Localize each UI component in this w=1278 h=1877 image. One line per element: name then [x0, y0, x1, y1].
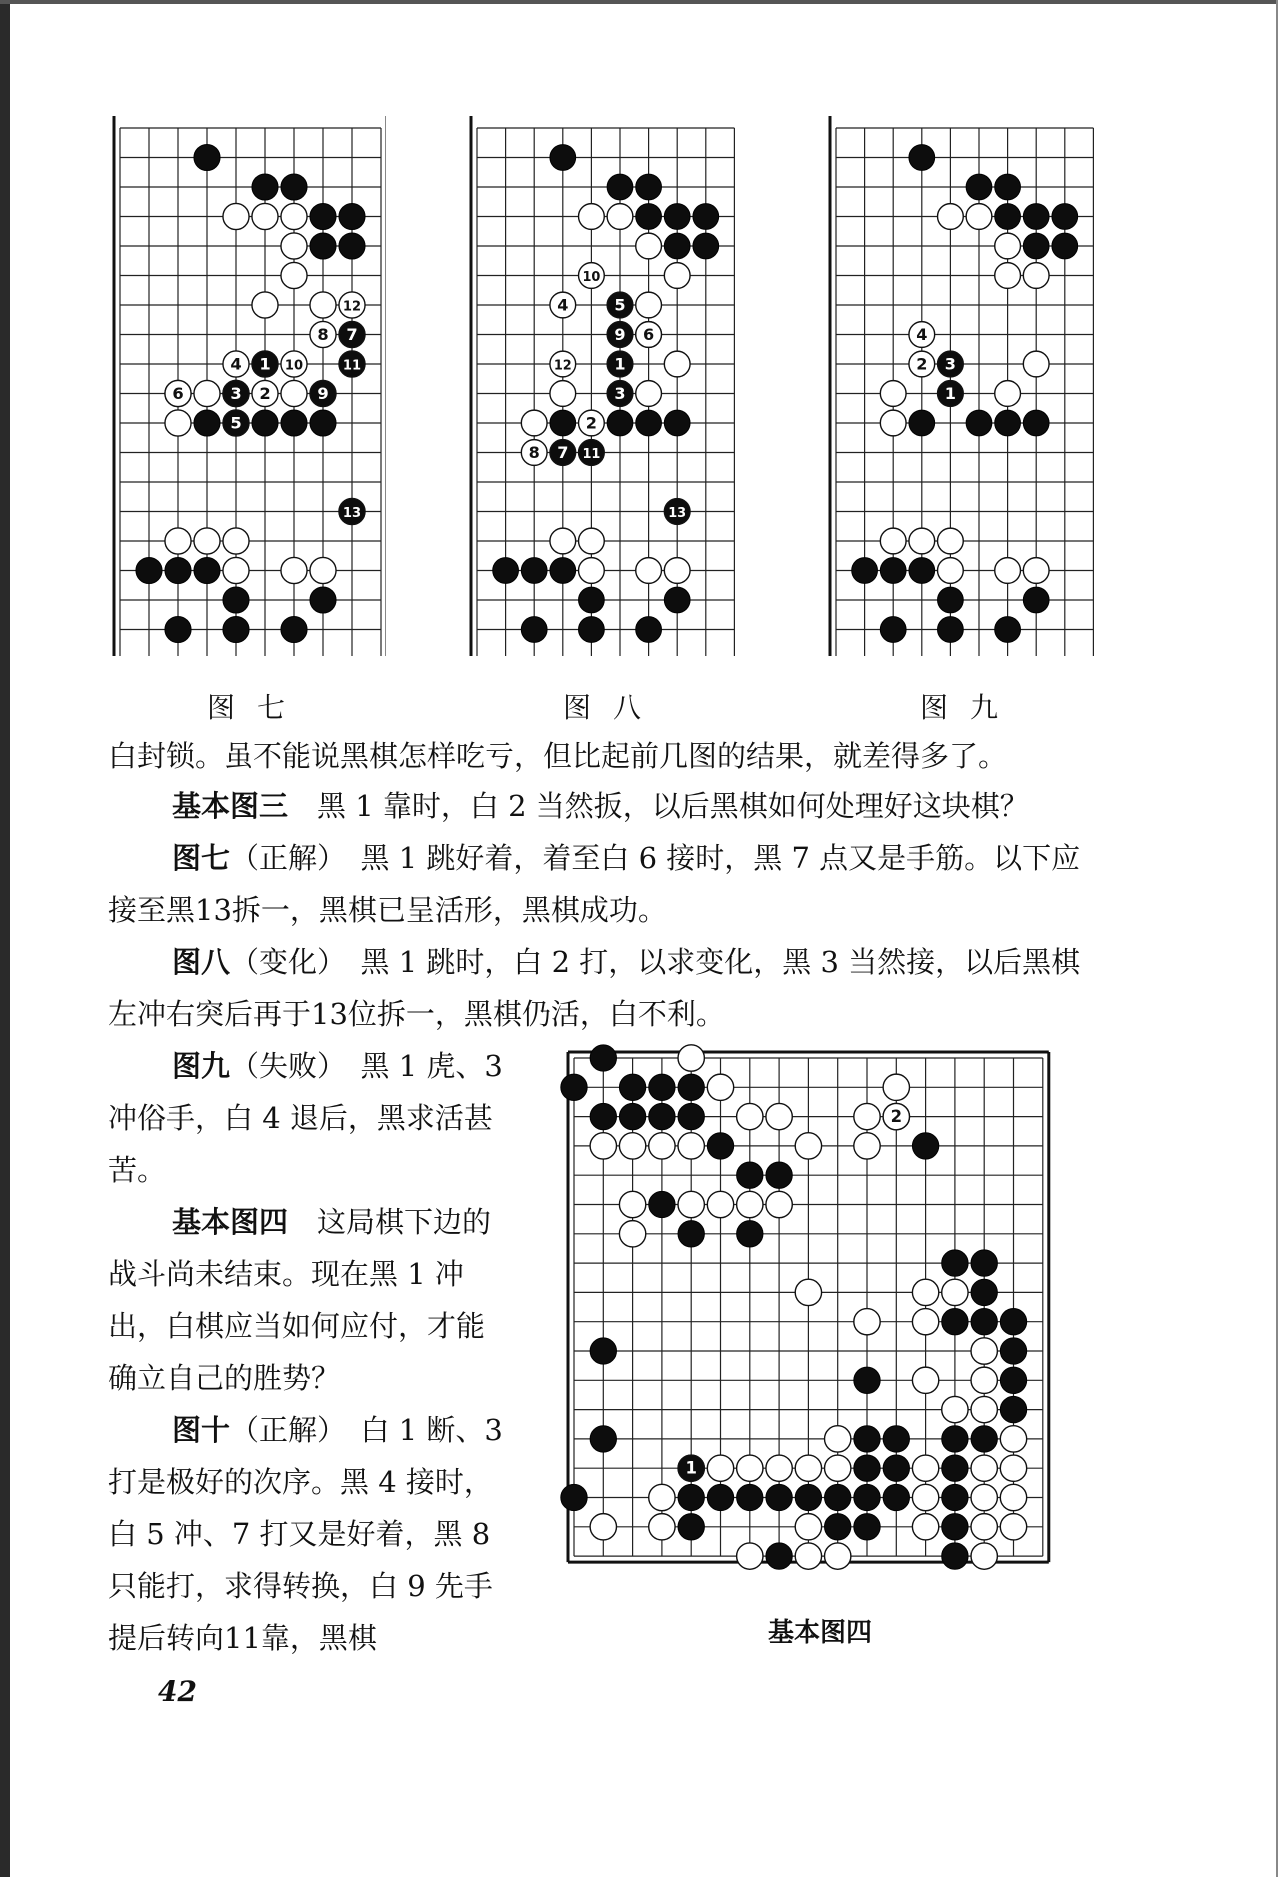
black-stone: [942, 1455, 968, 1481]
move-number-label: 8: [528, 442, 540, 462]
white-stone: [766, 1191, 792, 1217]
white-stone: [825, 1455, 851, 1481]
move-number-label: 13: [668, 505, 687, 521]
caption-fig7: 图七: [207, 691, 308, 724]
white-stone: [590, 1514, 616, 1540]
white-stone: [310, 557, 336, 583]
page-number: 42: [158, 1675, 197, 1708]
white-stone: [883, 1074, 909, 1100]
go-board-fig9-svg: [822, 116, 1096, 656]
white-stone: [281, 203, 307, 229]
move-number-label: 3: [944, 354, 956, 374]
black-stone: [737, 1484, 763, 1510]
black-stone: [590, 1426, 616, 1452]
black-stone: [310, 233, 336, 259]
white-stone: [825, 1426, 851, 1452]
black-stone: [693, 233, 719, 259]
white-stone: [1000, 1426, 1026, 1452]
white-stone: [194, 380, 220, 406]
go-diagram-fig9: [822, 116, 1096, 656]
white-stone: [795, 1455, 821, 1481]
move-number-label: 12: [342, 299, 362, 315]
white-stone: [707, 1191, 733, 1217]
go-board-fig7-svg: [106, 116, 386, 656]
paragraph-text: （失败） 黑 1 虎、3 冲俗手，白 4 退后，黑求活甚苦。: [108, 1049, 503, 1187]
paragraph-fig7: [108, 832, 1108, 936]
go-board-basic4-svg: [556, 1040, 1096, 1600]
black-stone: [678, 1074, 704, 1100]
paragraph-fig8: [108, 936, 1108, 1040]
black-stone: [678, 1103, 704, 1129]
white-stone: [912, 1367, 938, 1393]
move-number-label: 9: [317, 383, 329, 403]
black-stone: [636, 617, 662, 643]
black-stone: [136, 557, 162, 583]
move-number-label: 2: [890, 1107, 903, 1127]
white-stone: [854, 1103, 880, 1129]
black-stone: [678, 1484, 704, 1510]
move-number-label: 13: [342, 505, 362, 521]
black-stone: [165, 616, 191, 642]
black-stone: [693, 204, 719, 230]
white-stone: [579, 558, 605, 584]
paragraph-text: 白封锁。虽不能说黑棋怎样吃亏，但比起前几图的结果，就差得多了。: [108, 739, 1008, 773]
white-stone: [766, 1103, 792, 1129]
white-stone: [938, 558, 964, 584]
paragraph-lead: 基本图四: [172, 1205, 289, 1239]
black-stone: [737, 1162, 763, 1188]
white-stone: [678, 1045, 704, 1071]
move-number-label: 8: [317, 324, 329, 344]
white-stone: [1000, 1455, 1026, 1481]
move-number-label: 3: [230, 383, 242, 403]
move-number-label: 10: [582, 269, 601, 285]
white-stone: [795, 1543, 821, 1569]
black-stone: [590, 1103, 616, 1129]
black-stone: [1000, 1396, 1026, 1422]
move-number-label: 1: [944, 383, 956, 403]
black-stone: [493, 558, 519, 584]
white-stone: [737, 1103, 763, 1129]
black-stone: [664, 587, 690, 613]
white-stone: [795, 1279, 821, 1305]
white-stone: [880, 381, 906, 407]
black-stone: [664, 233, 690, 259]
white-stone: [995, 233, 1021, 259]
black-stone: [281, 410, 307, 436]
caption-basic4: 基本图四: [768, 1618, 873, 1648]
white-stone: [912, 1514, 938, 1540]
black-stone: [995, 204, 1021, 230]
paragraph-basic4: [108, 1196, 508, 1404]
move-number-label: 10: [284, 358, 304, 374]
white-stone: [995, 263, 1021, 289]
black-stone: [550, 410, 576, 436]
white-stone: [766, 1455, 792, 1481]
white-stone: [550, 381, 576, 407]
white-stone: [521, 410, 547, 436]
white-stone: [854, 1309, 880, 1335]
white-stone: [649, 1484, 675, 1510]
white-stone: [310, 292, 336, 318]
black-stone: [590, 1045, 616, 1071]
black-stone: [678, 1221, 704, 1247]
paragraph-lead: 图九: [172, 1049, 231, 1083]
black-stone: [1052, 204, 1078, 230]
white-stone: [252, 203, 278, 229]
black-stone: [825, 1484, 851, 1510]
white-stone: [1023, 558, 1049, 584]
black-stone: [995, 410, 1021, 436]
black-stone: [579, 617, 605, 643]
black-stone: [942, 1514, 968, 1540]
black-stone: [938, 587, 964, 613]
black-stone: [636, 174, 662, 200]
black-stone: [766, 1484, 792, 1510]
board-stones: [561, 1045, 1027, 1569]
white-stone: [971, 1396, 997, 1422]
black-stone: [971, 1309, 997, 1335]
white-stone: [912, 1309, 938, 1335]
black-stone: [883, 1455, 909, 1481]
black-stone: [550, 558, 576, 584]
white-stone: [165, 528, 191, 554]
move-number-label: 7: [557, 442, 569, 462]
black-stone: [938, 617, 964, 643]
scan-frame-top: [0, 0, 1278, 4]
black-stone: [619, 1103, 645, 1129]
white-stone: [619, 1191, 645, 1217]
black-stone: [561, 1074, 587, 1100]
black-stone: [550, 145, 576, 171]
white-stone: [995, 558, 1021, 584]
white-stone: [194, 528, 220, 554]
black-stone: [912, 1133, 938, 1159]
paragraph-lead: 基本图三: [172, 789, 289, 823]
move-number-label: 1: [614, 354, 626, 374]
white-stone: [664, 263, 690, 289]
white-stone: [1000, 1484, 1026, 1510]
paragraph-continued: [108, 730, 1108, 782]
black-stone: [737, 1221, 763, 1247]
white-stone: [1000, 1514, 1026, 1540]
black-stone: [883, 1484, 909, 1510]
white-stone: [938, 204, 964, 230]
black-stone: [854, 1455, 880, 1481]
white-stone: [707, 1074, 733, 1100]
black-stone: [649, 1191, 675, 1217]
white-stone: [971, 1455, 997, 1481]
black-stone: [590, 1338, 616, 1364]
white-stone: [795, 1133, 821, 1159]
black-stone: [1023, 233, 1049, 259]
white-stone: [590, 1133, 616, 1159]
white-stone: [252, 292, 278, 318]
black-stone: [1000, 1309, 1026, 1335]
white-stone: [909, 528, 935, 554]
white-stone: [281, 233, 307, 259]
paragraph-lead: 图十: [172, 1413, 231, 1447]
move-number-label: 6: [172, 383, 184, 403]
black-stone: [649, 1074, 675, 1100]
white-stone: [636, 292, 662, 318]
white-stone: [737, 1543, 763, 1569]
black-stone: [223, 616, 249, 642]
black-stone: [909, 145, 935, 171]
white-stone: [707, 1455, 733, 1481]
paragraph-text: 这局棋下边的战斗尚未结束。现在黑 1 冲出，白棋应当如何应付，才能确立自己的胜势？: [108, 1205, 492, 1395]
white-stone: [912, 1484, 938, 1510]
white-stone: [579, 528, 605, 554]
black-stone: [852, 558, 878, 584]
white-stone: [678, 1133, 704, 1159]
white-stone: [880, 528, 906, 554]
black-stone: [854, 1484, 880, 1510]
paragraph-fig10: [108, 1404, 508, 1664]
white-stone: [664, 351, 690, 377]
white-stone: [664, 558, 690, 584]
black-stone: [561, 1484, 587, 1510]
white-stone: [281, 557, 307, 583]
paragraph-fig9: [108, 1040, 508, 1196]
black-stone: [707, 1133, 733, 1159]
white-stone: [579, 204, 605, 230]
black-stone: [971, 1250, 997, 1276]
move-number-label: 11: [582, 446, 601, 462]
white-stone: [737, 1191, 763, 1217]
black-stone: [883, 1426, 909, 1452]
go-board-fig8-svg: [463, 116, 737, 656]
white-stone: [795, 1514, 821, 1540]
move-number-label: 7: [346, 324, 358, 344]
white-stone: [223, 528, 249, 554]
paragraph-text: （变化） 黑 1 跳时，白 2 打，以求变化，黑 3 当然接，以后黑棋左冲右突后再于13位拆一，黑棋仍活，白不利。: [108, 945, 1081, 1031]
black-stone: [966, 174, 992, 200]
black-stone: [252, 410, 278, 436]
black-stone: [766, 1543, 792, 1569]
black-stone: [766, 1162, 792, 1188]
move-number-label: 12: [553, 358, 572, 374]
paragraph-lead: 图七: [172, 841, 231, 875]
black-stone: [995, 617, 1021, 643]
go-diagram-basic4: [556, 1040, 1096, 1600]
black-stone: [310, 587, 336, 613]
white-stone: [825, 1543, 851, 1569]
paragraph-lead: 图八: [172, 945, 231, 979]
white-stone: [607, 204, 633, 230]
black-stone: [619, 1074, 645, 1100]
black-stone: [1023, 410, 1049, 436]
black-stone: [880, 558, 906, 584]
white-stone: [971, 1367, 997, 1393]
paragraph-text: （正解） 白 1 断、3 打是极好的次序。黑 4 接时，白 5 冲、7 打又是好着，黑 8 只能打，求得转换，白 9 先手提后转向11靠，黑棋: [108, 1413, 503, 1655]
black-stone: [521, 617, 547, 643]
move-number-label: 2: [916, 354, 928, 374]
black-stone: [971, 1279, 997, 1305]
black-stone: [636, 410, 662, 436]
white-stone: [971, 1514, 997, 1540]
black-stone: [909, 410, 935, 436]
black-stone: [880, 617, 906, 643]
move-number-label: 4: [557, 295, 569, 315]
black-stone: [579, 587, 605, 613]
black-stone: [194, 557, 220, 583]
white-stone: [1023, 351, 1049, 377]
black-stone: [649, 1103, 675, 1129]
white-stone: [223, 557, 249, 583]
white-stone: [223, 203, 249, 229]
white-stone: [165, 410, 191, 436]
black-stone: [521, 558, 547, 584]
black-stone: [664, 410, 690, 436]
move-number-label: 1: [685, 1458, 697, 1478]
move-number-label: 5: [614, 295, 626, 315]
black-stone: [678, 1514, 704, 1540]
black-stone: [909, 558, 935, 584]
paragraph-text: 黑 1 靠时，白 2 当然扳，以后黑棋如何处理好这块棋？: [288, 789, 1029, 823]
white-stone: [619, 1221, 645, 1247]
black-stone: [942, 1484, 968, 1510]
black-stone: [664, 204, 690, 230]
white-stone: [678, 1191, 704, 1217]
black-stone: [1052, 233, 1078, 259]
black-stone: [995, 174, 1021, 200]
white-stone: [281, 262, 307, 288]
white-stone: [942, 1279, 968, 1305]
white-stone: [854, 1133, 880, 1159]
move-number-label: 3: [614, 383, 626, 403]
white-stone: [971, 1338, 997, 1364]
black-stone: [223, 587, 249, 613]
black-stone: [854, 1367, 880, 1393]
black-stone: [795, 1484, 821, 1510]
black-stone: [252, 174, 278, 200]
black-stone: [825, 1514, 851, 1540]
move-number-label: 5: [230, 413, 242, 433]
black-stone: [339, 203, 365, 229]
black-stone: [310, 410, 336, 436]
move-number-label: 6: [643, 324, 655, 344]
move-number-label: 9: [614, 324, 626, 344]
white-stone: [971, 1543, 997, 1569]
caption-fig9: 图九: [920, 691, 1021, 724]
white-stone: [649, 1514, 675, 1540]
white-stone: [942, 1396, 968, 1422]
black-stone: [942, 1426, 968, 1452]
white-stone: [550, 528, 576, 554]
move-number-label: 11: [342, 358, 362, 374]
black-stone: [1000, 1338, 1026, 1364]
white-stone: [971, 1484, 997, 1510]
white-stone: [737, 1455, 763, 1481]
black-stone: [281, 616, 307, 642]
move-number-label: 4: [230, 354, 242, 374]
move-number-label: 4: [916, 324, 928, 344]
black-stone: [1023, 587, 1049, 613]
white-stone: [995, 381, 1021, 407]
white-stone: [636, 233, 662, 259]
black-stone: [636, 204, 662, 230]
white-stone: [912, 1279, 938, 1305]
paragraph-text: （正解） 黑 1 跳好着，着至白 6 接时，黑 7 点又是手筋。以下应接至黑13拆一，黑棋已呈活形，黑棋成功。: [108, 841, 1081, 927]
white-stone: [281, 380, 307, 406]
paragraph-basic3: [108, 780, 1108, 832]
white-stone: [636, 381, 662, 407]
white-stone: [1023, 263, 1049, 289]
white-stone: [619, 1133, 645, 1159]
white-stone: [938, 528, 964, 554]
black-stone: [854, 1426, 880, 1452]
black-stone: [1000, 1367, 1026, 1393]
go-diagram-fig7: [106, 116, 386, 656]
black-stone: [854, 1514, 880, 1540]
black-stone: [194, 144, 220, 170]
black-stone: [339, 233, 365, 259]
black-stone: [281, 174, 307, 200]
black-stone: [942, 1309, 968, 1335]
black-stone: [310, 203, 336, 229]
black-stone: [707, 1484, 733, 1510]
black-stone: [971, 1426, 997, 1452]
black-stone: [966, 410, 992, 436]
move-number-label: 2: [259, 383, 271, 403]
move-number-label: 1: [259, 354, 271, 374]
black-stone: [942, 1543, 968, 1569]
caption-fig8: 图八: [563, 691, 664, 724]
black-stone: [607, 410, 633, 436]
black-stone: [165, 557, 191, 583]
white-stone: [649, 1133, 675, 1159]
move-number-label: 2: [585, 413, 597, 433]
black-stone: [1023, 204, 1049, 230]
white-stone: [912, 1455, 938, 1481]
black-stone: [607, 174, 633, 200]
white-stone: [880, 410, 906, 436]
scan-frame-left: [0, 0, 10, 1877]
go-diagram-fig8: [463, 116, 737, 656]
white-stone: [636, 558, 662, 584]
white-stone: [966, 204, 992, 230]
black-stone: [194, 410, 220, 436]
black-stone: [942, 1250, 968, 1276]
